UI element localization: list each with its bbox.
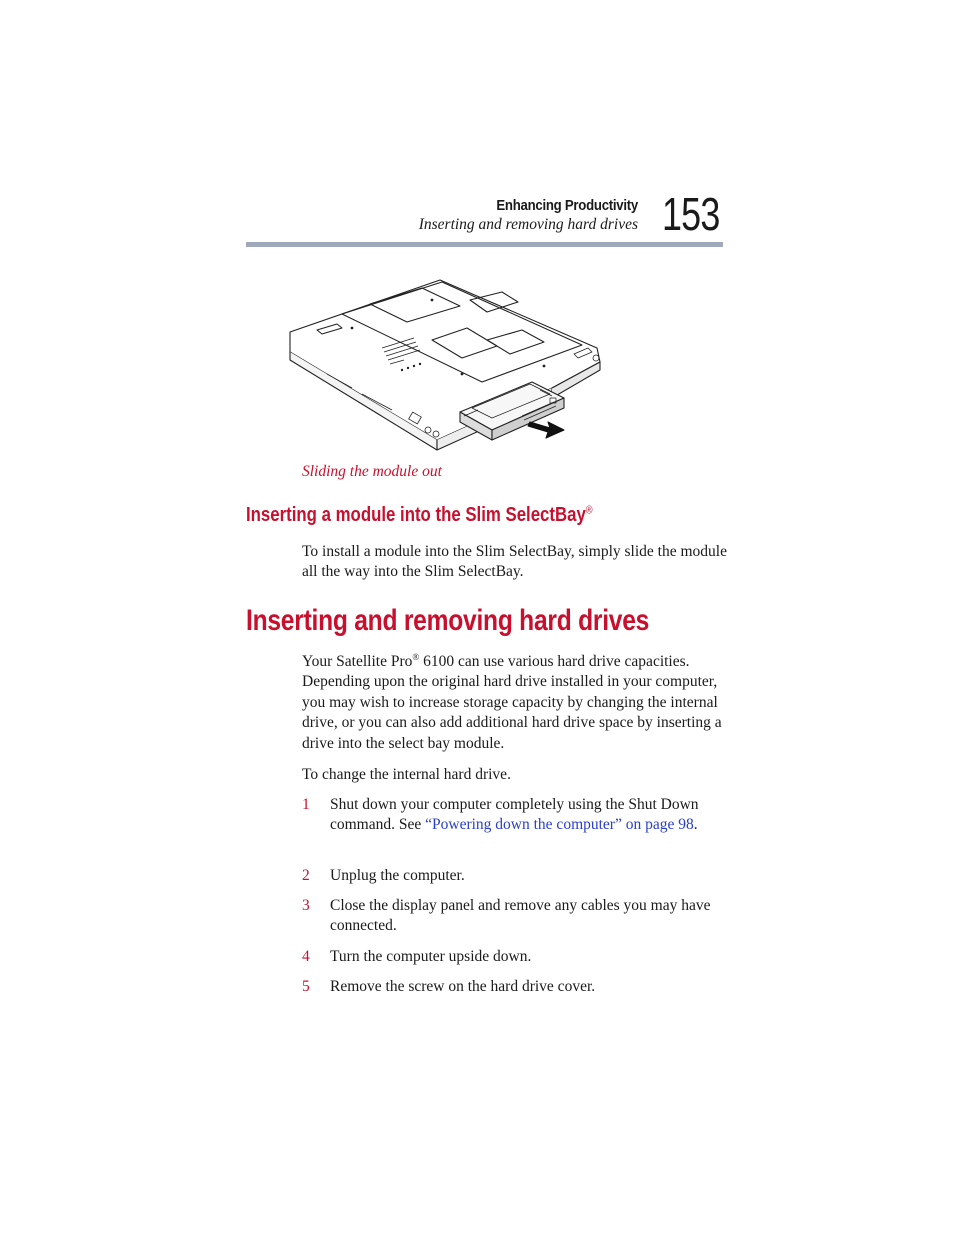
step-item: [302, 795, 727, 836]
step-text: [330, 795, 727, 836]
step-text: Unplug the computer.: [330, 867, 465, 884]
step-item: [302, 866, 727, 886]
step-text: Remove the screw on the hard drive cover.: [330, 978, 596, 995]
step-number: 5: [302, 978, 310, 995]
step-item: [302, 977, 727, 997]
step-number: 4: [302, 948, 310, 965]
registered-mark-intro: ®: [412, 651, 420, 662]
step-text: Close the display panel and remove any cables you may have connected.: [330, 897, 711, 935]
header-rule: [246, 242, 723, 247]
chapter-title: Enhancing Productivity: [496, 197, 638, 214]
subsection-heading-text: Inserting a module into the Slim SelectBay: [246, 504, 586, 526]
step-number: 3: [302, 897, 310, 914]
step-text: Turn the computer upside down.: [330, 948, 532, 965]
subsection-paragraph: To install a module into the Slim SelectBay, simply slide the module all the way into the Slim SelectBay.: [302, 543, 727, 581]
step-number: 1: [302, 796, 310, 813]
step-text-before-link: Shut down your computer completely using the Shut Down command. See: [330, 796, 699, 834]
subsection-heading: [246, 504, 593, 527]
section-heading: Inserting and removing hard drives: [246, 604, 650, 637]
lead-in-paragraph: To change the internal hard drive.: [302, 766, 511, 783]
step-number: 2: [302, 867, 310, 884]
section-intro-paragraph: [302, 652, 727, 754]
cross-reference-link[interactable]: “Powering down the computer” on page 98: [425, 816, 694, 834]
laptop-module-illustration: [282, 270, 612, 455]
running-header: [330, 196, 638, 233]
step-item: [302, 947, 727, 967]
step-item: [302, 896, 727, 937]
registered-mark: ®: [585, 504, 593, 517]
intro-text-start: Your Satellite Pro: [302, 653, 413, 670]
intro-text-rest: 6100 can use various hard drive capacities. Depending upon the original hard drive installed in your computer, you may wish to increase storage capacity by changing the internal drive, or you can also add additional hard drive space by inserting a drive into the select bay module.: [302, 653, 722, 752]
running-section-title: Inserting and removing hard drives: [418, 216, 638, 233]
step-text-after-link: .: [693, 816, 698, 834]
page-number: 153: [662, 188, 720, 240]
figure-caption: Sliding the module out: [302, 463, 442, 480]
